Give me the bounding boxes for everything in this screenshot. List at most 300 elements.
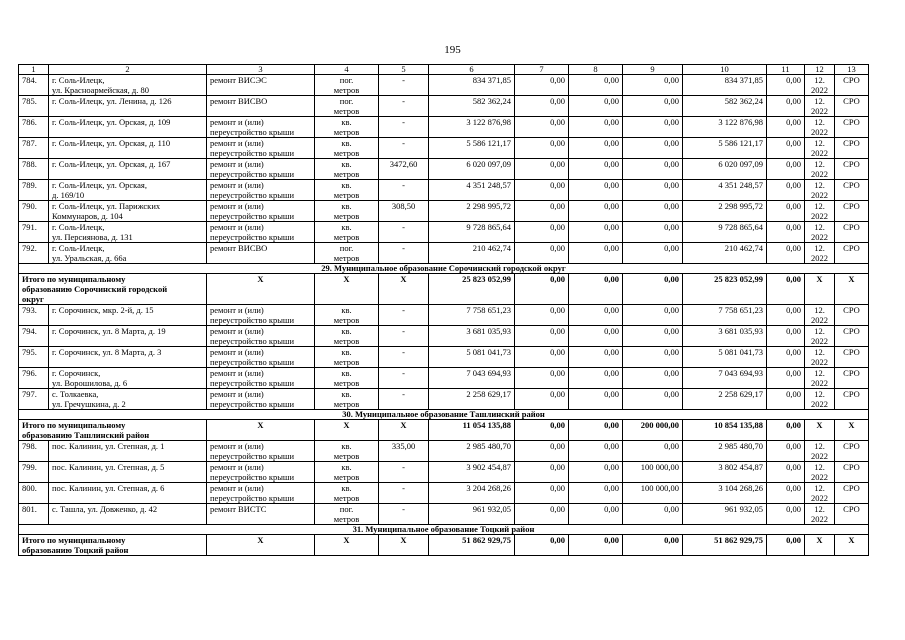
- x-mark: X: [207, 535, 315, 556]
- unit-line2: метров: [333, 451, 360, 461]
- fund-other: 0,00: [767, 180, 805, 201]
- work-type-line1: ремонт и (или): [210, 222, 264, 232]
- x-mark: X: [835, 420, 869, 441]
- quantity: -: [379, 117, 429, 138]
- fund-local: 0,00: [623, 504, 683, 525]
- fund-federal: 0,00: [515, 274, 569, 305]
- deadline: [805, 368, 835, 389]
- unit-line2: метров: [333, 85, 360, 95]
- row-number: 790.: [19, 201, 49, 222]
- column-number: 12: [805, 65, 835, 75]
- deadline-line1: 12.: [814, 504, 825, 514]
- work-type-line1: ремонт и (или): [210, 159, 264, 169]
- total-row: [19, 420, 869, 441]
- unit-line2: метров: [333, 378, 360, 388]
- unit: [315, 504, 379, 525]
- table-row: [19, 483, 869, 504]
- deadline-line2: 2022: [811, 472, 828, 482]
- work-type-line1: ремонт и (или): [210, 305, 264, 315]
- fund-federal: 0,00: [515, 420, 569, 441]
- fund-regional: 0,00: [569, 222, 623, 243]
- unit-line2: метров: [333, 514, 360, 524]
- fund-local: 0,00: [623, 243, 683, 264]
- unit-line1: кв.: [341, 368, 352, 378]
- method: СРО: [835, 389, 869, 410]
- table-row: [19, 462, 869, 483]
- fund-regional: 0,00: [569, 326, 623, 347]
- total-cost: 6 020 097,09: [429, 159, 515, 180]
- total-cost: 2 298 995,72: [429, 201, 515, 222]
- work-type-line1: ремонт ВИСТС: [210, 504, 267, 514]
- address: [49, 75, 207, 96]
- fund-federal: 0,00: [515, 138, 569, 159]
- address: [49, 347, 207, 368]
- total-cost: 2 258 629,17: [429, 389, 515, 410]
- total-cost: 3 122 876,98: [429, 117, 515, 138]
- unit-line1: пог.: [339, 75, 354, 85]
- address: [49, 305, 207, 326]
- total-cost: 3 681 035,93: [429, 326, 515, 347]
- deadline-line2: 2022: [811, 253, 828, 263]
- unit-line2: метров: [333, 232, 360, 242]
- total-cost: 5 081 041,73: [429, 347, 515, 368]
- method: СРО: [835, 75, 869, 96]
- method: СРО: [835, 305, 869, 326]
- fund-other: 0,00: [767, 420, 805, 441]
- method: СРО: [835, 117, 869, 138]
- fund-local: 100 000,00: [623, 462, 683, 483]
- unit: [315, 96, 379, 117]
- fund-federal: 0,00: [515, 347, 569, 368]
- deadline-line2: 2022: [811, 357, 828, 367]
- table-row: [19, 222, 869, 243]
- deadline: [805, 96, 835, 117]
- work-type: [207, 75, 315, 96]
- unit-line2: метров: [333, 493, 360, 503]
- row-number: 797.: [19, 389, 49, 410]
- unit-line2: метров: [333, 190, 360, 200]
- fund-owners: 5 586 121,17: [683, 138, 767, 159]
- unit-line1: кв.: [341, 389, 352, 399]
- address-line2: ул. Персиянова, д. 131: [52, 232, 133, 242]
- address: [49, 243, 207, 264]
- unit-line2: метров: [333, 357, 360, 367]
- deadline-line2: 2022: [811, 169, 828, 179]
- unit: [315, 201, 379, 222]
- x-mark: X: [315, 535, 379, 556]
- method: СРО: [835, 483, 869, 504]
- method: СРО: [835, 347, 869, 368]
- row-number: 784.: [19, 75, 49, 96]
- deadline-line1: 12.: [814, 201, 825, 211]
- work-type: [207, 243, 315, 264]
- address-line2: Коммунаров, д. 104: [52, 211, 123, 221]
- deadline-line1: 12.: [814, 462, 825, 472]
- method: СРО: [835, 368, 869, 389]
- x-mark: X: [805, 274, 835, 305]
- unit: [315, 222, 379, 243]
- work-type-line2: переустройство крыши: [210, 493, 295, 503]
- x-mark: X: [805, 420, 835, 441]
- row-number: 795.: [19, 347, 49, 368]
- work-type-line1: ремонт и (или): [210, 138, 264, 148]
- row-number: 786.: [19, 117, 49, 138]
- column-number: 10: [683, 65, 767, 75]
- fund-owners: 10 854 135,88: [683, 420, 767, 441]
- address: [49, 441, 207, 462]
- work-type-line1: ремонт ВИСВО: [210, 243, 268, 253]
- fund-regional: 0,00: [569, 483, 623, 504]
- fund-other: 0,00: [767, 201, 805, 222]
- fund-regional: 0,00: [569, 274, 623, 305]
- fund-other: 0,00: [767, 441, 805, 462]
- total-label-line2: образованию Сорочинский городской: [22, 284, 168, 294]
- fund-federal: 0,00: [515, 535, 569, 556]
- fund-other: 0,00: [767, 138, 805, 159]
- deadline-line1: 12.: [814, 96, 825, 106]
- address: [49, 201, 207, 222]
- total-cost: 9 728 865,64: [429, 222, 515, 243]
- deadline-line2: 2022: [811, 106, 828, 116]
- work-type-line2: переустройство крыши: [210, 127, 295, 137]
- fund-regional: 0,00: [569, 201, 623, 222]
- fund-local: 0,00: [623, 222, 683, 243]
- fund-owners: 5 081 041,73: [683, 347, 767, 368]
- unit-line1: кв.: [341, 326, 352, 336]
- unit: [315, 180, 379, 201]
- quantity: -: [379, 368, 429, 389]
- fund-other: 0,00: [767, 243, 805, 264]
- fund-owners: 9 728 865,64: [683, 222, 767, 243]
- unit-line2: метров: [333, 211, 360, 221]
- total-label-line2: образованию Ташлинский район: [22, 430, 150, 440]
- method: СРО: [835, 504, 869, 525]
- fund-owners: 3 122 876,98: [683, 117, 767, 138]
- quantity: -: [379, 222, 429, 243]
- fund-owners: 7 758 651,23: [683, 305, 767, 326]
- fund-federal: 0,00: [515, 201, 569, 222]
- deadline-line1: 12.: [814, 483, 825, 493]
- work-type-line1: ремонт и (или): [210, 117, 264, 127]
- address-line1: пос. Калинин, ул. Степная, д. 1: [52, 441, 165, 451]
- column-number: 9: [623, 65, 683, 75]
- fund-local: 0,00: [623, 96, 683, 117]
- quantity: -: [379, 462, 429, 483]
- address: [49, 368, 207, 389]
- total-label-line1: Итого по муниципальному: [22, 274, 126, 284]
- x-mark: X: [379, 420, 429, 441]
- deadline-line1: 12.: [814, 75, 825, 85]
- fund-owners: 6 020 097,09: [683, 159, 767, 180]
- fund-other: 0,00: [767, 75, 805, 96]
- column-number: 7: [515, 65, 569, 75]
- unit-line2: метров: [333, 472, 360, 482]
- x-mark: X: [805, 535, 835, 556]
- fund-owners: 51 862 929,75: [683, 535, 767, 556]
- address-line1: г. Сорочинск, ул. 8 Марта, д. 19: [52, 326, 166, 336]
- column-number: 5: [379, 65, 429, 75]
- address-line1: пос. Калинин, ул. Степная, д. 5: [52, 462, 165, 472]
- deadline-line1: 12.: [814, 305, 825, 315]
- fund-regional: 0,00: [569, 535, 623, 556]
- deadline: [805, 180, 835, 201]
- work-type-line1: ремонт и (или): [210, 201, 264, 211]
- fund-federal: 0,00: [515, 75, 569, 96]
- fund-regional: 0,00: [569, 368, 623, 389]
- fund-owners: 25 823 052,99: [683, 274, 767, 305]
- total-label: [19, 535, 207, 556]
- work-type: [207, 201, 315, 222]
- fund-federal: 0,00: [515, 96, 569, 117]
- deadline-line2: 2022: [811, 148, 828, 158]
- fund-local: 100 000,00: [623, 483, 683, 504]
- fund-federal: 0,00: [515, 504, 569, 525]
- fund-owners: 4 351 248,57: [683, 180, 767, 201]
- fund-federal: 0,00: [515, 462, 569, 483]
- fund-local: 0,00: [623, 305, 683, 326]
- table-row: [19, 368, 869, 389]
- row-number: 788.: [19, 159, 49, 180]
- quantity: 335,00: [379, 441, 429, 462]
- quantity: 3472,60: [379, 159, 429, 180]
- address-line2: ул. Гречушкина, д. 2: [52, 399, 126, 409]
- column-number: 8: [569, 65, 623, 75]
- fund-other: 0,00: [767, 96, 805, 117]
- deadline-line1: 12.: [814, 389, 825, 399]
- work-type-line2: переустройство крыши: [210, 169, 295, 179]
- column-number: 11: [767, 65, 805, 75]
- section-title: 31. Муниципальное образование Тоцкий район: [19, 525, 869, 535]
- work-type: [207, 180, 315, 201]
- column-number: 2: [49, 65, 207, 75]
- address-line2: ул. Красноармейская, д. 80: [52, 85, 150, 95]
- work-type-line1: ремонт и (или): [210, 326, 264, 336]
- address: [49, 222, 207, 243]
- table-row: [19, 117, 869, 138]
- work-type-line2: переустройство крыши: [210, 336, 295, 346]
- method: СРО: [835, 201, 869, 222]
- deadline: [805, 201, 835, 222]
- address-line1: пос. Калинин, ул. Степная, д. 6: [52, 483, 165, 493]
- total-cost: 25 823 052,99: [429, 274, 515, 305]
- section-title: 29. Муниципальное образование Сорочинский городской округ: [19, 264, 869, 274]
- fund-other: 0,00: [767, 326, 805, 347]
- fund-regional: 0,00: [569, 96, 623, 117]
- fund-regional: 0,00: [569, 305, 623, 326]
- fund-regional: 0,00: [569, 243, 623, 264]
- fund-local: 0,00: [623, 75, 683, 96]
- fund-other: 0,00: [767, 347, 805, 368]
- unit-line2: метров: [333, 169, 360, 179]
- total-cost: 7 758 651,23: [429, 305, 515, 326]
- row-number: 801.: [19, 504, 49, 525]
- work-type-line1: ремонт ВИСЭС: [210, 75, 267, 85]
- method: СРО: [835, 462, 869, 483]
- address: [49, 96, 207, 117]
- deadline-line2: 2022: [811, 378, 828, 388]
- unit: [315, 117, 379, 138]
- unit-line2: метров: [333, 253, 360, 263]
- address-line1: с. Толкаевка,: [52, 389, 99, 399]
- fund-owners: 7 043 694,93: [683, 368, 767, 389]
- total-label-line1: Итого по муниципальному: [22, 420, 126, 430]
- deadline-line2: 2022: [811, 493, 828, 503]
- address: [49, 483, 207, 504]
- deadline: [805, 441, 835, 462]
- row-number: 796.: [19, 368, 49, 389]
- method: СРО: [835, 441, 869, 462]
- deadline-line2: 2022: [811, 190, 828, 200]
- fund-federal: 0,00: [515, 305, 569, 326]
- x-mark: X: [379, 535, 429, 556]
- quantity: -: [379, 504, 429, 525]
- deadline: [805, 504, 835, 525]
- deadline-line1: 12.: [814, 368, 825, 378]
- fund-federal: 0,00: [515, 389, 569, 410]
- unit: [315, 159, 379, 180]
- work-type: [207, 483, 315, 504]
- work-type: [207, 305, 315, 326]
- method: СРО: [835, 96, 869, 117]
- fund-regional: 0,00: [569, 75, 623, 96]
- deadline-line1: 12.: [814, 243, 825, 253]
- fund-regional: 0,00: [569, 420, 623, 441]
- total-cost: 5 586 121,17: [429, 138, 515, 159]
- address: [49, 326, 207, 347]
- deadline: [805, 159, 835, 180]
- address: [49, 117, 207, 138]
- address-line1: с. Ташла, ул. Довженко, д. 42: [52, 504, 158, 514]
- fund-regional: 0,00: [569, 117, 623, 138]
- address: [49, 138, 207, 159]
- unit-line2: метров: [333, 106, 360, 116]
- fund-federal: 0,00: [515, 222, 569, 243]
- total-cost: 3 204 268,26: [429, 483, 515, 504]
- fund-other: 0,00: [767, 368, 805, 389]
- unit-line1: кв.: [341, 117, 352, 127]
- address-line2: д. 169/10: [52, 190, 85, 200]
- unit-line1: кв.: [341, 462, 352, 472]
- section-header: [19, 525, 869, 535]
- address-line1: г. Соль-Илецк,: [52, 243, 105, 253]
- row-number: 791.: [19, 222, 49, 243]
- deadline-line1: 12.: [814, 180, 825, 190]
- quantity: 308,50: [379, 201, 429, 222]
- address-line1: г. Сорочинск, мкр. 2-й, д. 15: [52, 305, 154, 315]
- deadline-line2: 2022: [811, 451, 828, 461]
- table-row: [19, 243, 869, 264]
- fund-local: 0,00: [623, 441, 683, 462]
- deadline: [805, 75, 835, 96]
- fund-regional: 0,00: [569, 347, 623, 368]
- fund-local: 0,00: [623, 117, 683, 138]
- fund-federal: 0,00: [515, 180, 569, 201]
- address-line2: ул. Уральская, д. 66а: [52, 253, 127, 263]
- deadline: [805, 243, 835, 264]
- fund-local: 0,00: [623, 274, 683, 305]
- total-cost: 51 862 929,75: [429, 535, 515, 556]
- deadline: [805, 305, 835, 326]
- address: [49, 504, 207, 525]
- fund-local: 0,00: [623, 138, 683, 159]
- address-line1: г. Соль-Илецк, ул. Ленина, д. 126: [52, 96, 172, 106]
- deadline-line1: 12.: [814, 347, 825, 357]
- unit: [315, 368, 379, 389]
- fund-federal: 0,00: [515, 243, 569, 264]
- deadline-line2: 2022: [811, 399, 828, 409]
- fund-regional: 0,00: [569, 180, 623, 201]
- x-mark: X: [207, 420, 315, 441]
- unit: [315, 243, 379, 264]
- fund-local: 0,00: [623, 326, 683, 347]
- work-type-line2: переустройство крыши: [210, 190, 295, 200]
- fund-regional: 0,00: [569, 159, 623, 180]
- fund-owners: 834 371,85: [683, 75, 767, 96]
- total-cost: 2 985 480,70: [429, 441, 515, 462]
- address: [49, 389, 207, 410]
- total-cost: 7 043 694,93: [429, 368, 515, 389]
- method: СРО: [835, 180, 869, 201]
- method: СРО: [835, 326, 869, 347]
- fund-owners: 2 298 995,72: [683, 201, 767, 222]
- work-type-line2: переустройство крыши: [210, 357, 295, 367]
- method: СРО: [835, 138, 869, 159]
- x-mark: X: [379, 274, 429, 305]
- unit: [315, 441, 379, 462]
- work-type-line2: переустройство крыши: [210, 399, 295, 409]
- unit-line1: кв.: [341, 441, 352, 451]
- total-cost: 961 932,05: [429, 504, 515, 525]
- unit-line1: кв.: [341, 222, 352, 232]
- table-row: [19, 201, 869, 222]
- work-type: [207, 368, 315, 389]
- work-type-line2: переустройство крыши: [210, 378, 295, 388]
- address-line2: ул. Ворошилова, д. 6: [52, 378, 128, 388]
- capital-repair-table: [18, 64, 869, 556]
- fund-other: 0,00: [767, 305, 805, 326]
- x-mark: X: [835, 535, 869, 556]
- deadline-line2: 2022: [811, 211, 828, 221]
- row-number: 800.: [19, 483, 49, 504]
- fund-other: 0,00: [767, 535, 805, 556]
- row-number: 799.: [19, 462, 49, 483]
- deadline-line2: 2022: [811, 315, 828, 325]
- table-row: [19, 389, 869, 410]
- total-cost: 210 462,74: [429, 243, 515, 264]
- work-type: [207, 96, 315, 117]
- table-row: [19, 75, 869, 96]
- work-type: [207, 347, 315, 368]
- table-row: [19, 504, 869, 525]
- unit-line2: метров: [333, 336, 360, 346]
- unit-line1: кв.: [341, 138, 352, 148]
- deadline-line1: 12.: [814, 138, 825, 148]
- unit: [315, 305, 379, 326]
- quantity: -: [379, 326, 429, 347]
- fund-local: 0,00: [623, 201, 683, 222]
- fund-regional: 0,00: [569, 504, 623, 525]
- section-header: [19, 410, 869, 420]
- work-type-line2: переустройство крыши: [210, 232, 295, 242]
- work-type: [207, 441, 315, 462]
- unit: [315, 389, 379, 410]
- column-number: 6: [429, 65, 515, 75]
- total-cost: 834 371,85: [429, 75, 515, 96]
- fund-local: 0,00: [623, 347, 683, 368]
- work-type-line1: ремонт и (или): [210, 483, 264, 493]
- fund-federal: 0,00: [515, 483, 569, 504]
- total-label: [19, 420, 207, 441]
